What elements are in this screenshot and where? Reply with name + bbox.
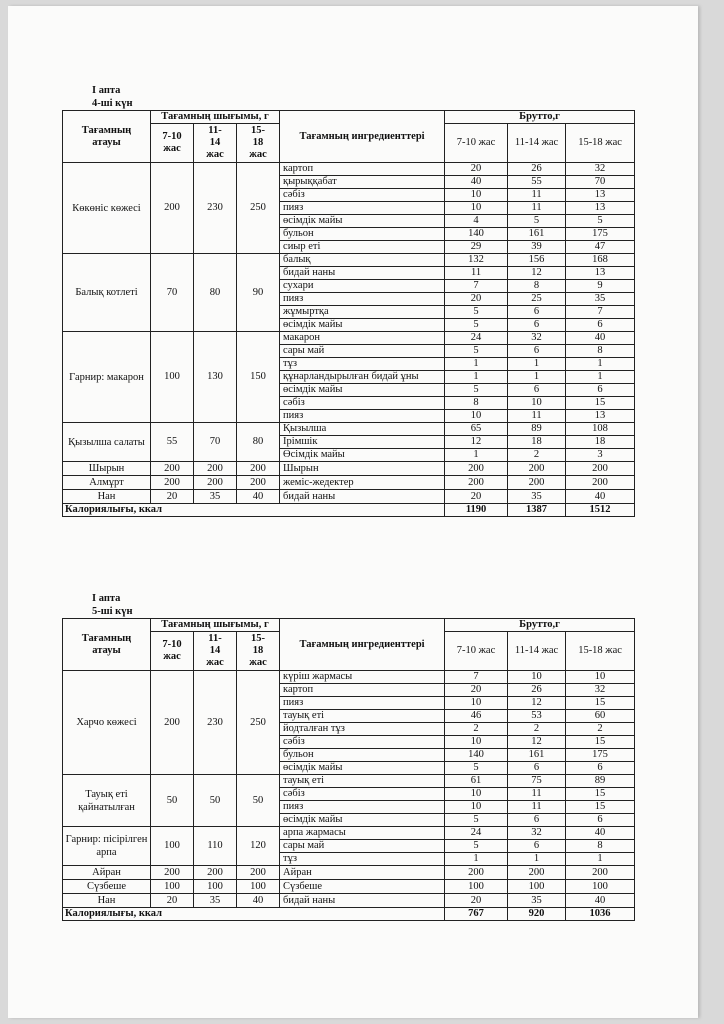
brutto-value: 15 — [566, 736, 635, 749]
brutto-value: 13 — [566, 267, 635, 280]
table-row — [63, 476, 635, 490]
brutto-value: 8 — [445, 397, 508, 410]
brutto-value: 20 — [445, 684, 508, 697]
brutto-value: 132 — [445, 254, 508, 267]
brutto-value: 20 — [445, 490, 508, 504]
output-age-header: 11-14 жас — [194, 124, 237, 163]
brutto-value: 35 — [566, 293, 635, 306]
output-age-header: 15-18 жас — [237, 632, 280, 671]
dish-output-value: 120 — [237, 827, 280, 866]
brutto-value: 140 — [445, 749, 508, 762]
ingredient-name: сәбіз — [280, 189, 445, 202]
dish-output-value: 200 — [237, 462, 280, 476]
dish-output-value: 200 — [151, 476, 194, 490]
brutto-value: 200 — [508, 476, 566, 490]
brutto-value: 175 — [566, 228, 635, 241]
ingredient-name: макарон — [280, 332, 445, 345]
brutto-value: 89 — [566, 775, 635, 788]
dish-output-value: 90 — [237, 254, 280, 332]
brutto-value: 60 — [566, 710, 635, 723]
brutto-value: 18 — [566, 436, 635, 449]
ingredient-name: Айран — [280, 866, 445, 880]
dish-output-value: 200 — [151, 866, 194, 880]
ingredient-name: Ірімшік — [280, 436, 445, 449]
ingredient-name: бульон — [280, 228, 445, 241]
brutto-value: 168 — [566, 254, 635, 267]
brutto-value: 15 — [566, 697, 635, 710]
ingredient-name: сиыр еті — [280, 241, 445, 254]
brutto-value: 5 — [445, 345, 508, 358]
brutto-value: 5 — [445, 840, 508, 853]
dish-output-value: 50 — [237, 775, 280, 827]
ingredient-name: өсімдік майы — [280, 319, 445, 332]
brutto-value: 40 — [445, 176, 508, 189]
brutto-value: 1 — [566, 358, 635, 371]
brutto-value: 32 — [508, 827, 566, 840]
output-header: Тағамның шығымы, г — [151, 619, 280, 632]
ingredient-name: күріш жармасы — [280, 671, 445, 684]
dish-output-value: 50 — [151, 775, 194, 827]
ingredient-name: сары май — [280, 840, 445, 853]
dish-output-value: 200 — [151, 163, 194, 254]
dish-name: Гарнир: макарон — [63, 332, 151, 423]
brutto-value: 15 — [566, 788, 635, 801]
brutto-value: 11 — [445, 267, 508, 280]
ingredient-name: жұмыртқа — [280, 306, 445, 319]
brutto-value: 11 — [508, 410, 566, 423]
brutto-value: 108 — [566, 423, 635, 436]
dish-output-value: 230 — [194, 163, 237, 254]
brutto-value: 5 — [445, 762, 508, 775]
dish-name: Сүзбеше — [63, 880, 151, 894]
brutto-value: 65 — [445, 423, 508, 436]
ingredient-name: арпа жармасы — [280, 827, 445, 840]
brutto-value: 5 — [508, 215, 566, 228]
brutto-value: 29 — [445, 241, 508, 254]
brutto-value: 10 — [445, 788, 508, 801]
dish-output-value: 250 — [237, 163, 280, 254]
dish-output-value: 40 — [237, 490, 280, 504]
brutto-value: 12 — [508, 267, 566, 280]
ingredient-name: Қызылша — [280, 423, 445, 436]
ingredient-name: пияз — [280, 202, 445, 215]
brutto-value: 10 — [445, 202, 508, 215]
brutto-value: 6 — [508, 319, 566, 332]
brutto-value: 10 — [445, 410, 508, 423]
brutto-value: 11 — [508, 788, 566, 801]
brutto-value: 156 — [508, 254, 566, 267]
ingredient-name: пияз — [280, 410, 445, 423]
brutto-value: 161 — [508, 749, 566, 762]
total-value: 1190 — [445, 504, 508, 517]
table-row — [63, 866, 635, 880]
ingredient-name: өсімдік майы — [280, 215, 445, 228]
brutto-value: 4 — [445, 215, 508, 228]
brutto-value: 18 — [508, 436, 566, 449]
brutto-value: 1 — [508, 853, 566, 866]
dish-name: Қызылша салаты — [63, 423, 151, 462]
dish-output-value: 35 — [194, 894, 237, 908]
ingredient-name: сухари — [280, 280, 445, 293]
ingredient-name: Шырын — [280, 462, 445, 476]
dish-output-value: 200 — [151, 671, 194, 775]
total-value: 1512 — [566, 504, 635, 517]
week-label: I апта — [92, 593, 121, 604]
brutto-value: 8 — [508, 280, 566, 293]
dish-output-value: 100 — [151, 827, 194, 866]
brutto-value: 6 — [508, 345, 566, 358]
brutto-age-header: 7-10 жас — [445, 124, 508, 163]
dish-name: Көкөніс көжесі — [63, 163, 151, 254]
brutto-value: 6 — [566, 319, 635, 332]
ingredient-name: бидай наны — [280, 894, 445, 908]
dish-name: Харчо көжесі — [63, 671, 151, 775]
brutto-value: 61 — [445, 775, 508, 788]
dish-output-value: 200 — [194, 476, 237, 490]
brutto-value: 1 — [566, 853, 635, 866]
brutto-value: 7 — [445, 280, 508, 293]
brutto-value: 100 — [445, 880, 508, 894]
dish-header: Тағамның атауы — [63, 619, 151, 671]
brutto-value: 200 — [566, 462, 635, 476]
brutto-value: 6 — [508, 306, 566, 319]
brutto-value: 13 — [566, 202, 635, 215]
dish-output-value: 40 — [237, 894, 280, 908]
brutto-value: 12 — [508, 697, 566, 710]
ingredient-name: бидай наны — [280, 267, 445, 280]
brutto-value: 5 — [445, 384, 508, 397]
brutto-value: 7 — [566, 306, 635, 319]
brutto-value: 10 — [566, 671, 635, 684]
brutto-value: 6 — [508, 762, 566, 775]
brutto-value: 11 — [508, 202, 566, 215]
ingredient-name: балық — [280, 254, 445, 267]
brutto-age-header: 7-10 жас — [445, 632, 508, 671]
table-row — [63, 880, 635, 894]
day-label: 4-ші күн — [92, 98, 133, 109]
brutto-value: 13 — [566, 189, 635, 202]
ingredients-header: Тағамның ингредиенттері — [280, 619, 445, 671]
brutto-value: 100 — [508, 880, 566, 894]
table-row — [63, 462, 635, 476]
dish-output-value: 55 — [151, 423, 194, 462]
brutto-value: 39 — [508, 241, 566, 254]
brutto-value: 8 — [566, 345, 635, 358]
ingredient-name: сәбіз — [280, 788, 445, 801]
brutto-value: 100 — [566, 880, 635, 894]
brutto-value: 140 — [445, 228, 508, 241]
brutto-value: 6 — [508, 814, 566, 827]
brutto-value: 200 — [508, 462, 566, 476]
ingredient-name: өсімдік майы — [280, 814, 445, 827]
ingredient-name: бульон — [280, 749, 445, 762]
brutto-value: 1 — [445, 853, 508, 866]
dish-name: Алмұрт — [63, 476, 151, 490]
brutto-value: 3 — [566, 449, 635, 462]
output-age-header: 11-14 жас — [194, 632, 237, 671]
menu-table — [62, 618, 635, 921]
ingredient-name: сары май — [280, 345, 445, 358]
ingredient-name: пияз — [280, 801, 445, 814]
dish-output-value: 200 — [237, 866, 280, 880]
brutto-value: 35 — [508, 490, 566, 504]
week-label: I апта — [92, 85, 121, 96]
brutto-value: 89 — [508, 423, 566, 436]
dish-output-value: 150 — [237, 332, 280, 423]
total-label: Калориялығы, ккал — [63, 908, 445, 921]
dish-name: Айран — [63, 866, 151, 880]
brutto-value: 10 — [508, 671, 566, 684]
brutto-value: 32 — [566, 163, 635, 176]
brutto-value: 20 — [445, 894, 508, 908]
total-row — [63, 504, 635, 517]
brutto-value: 2 — [508, 723, 566, 736]
brutto-value: 6 — [566, 384, 635, 397]
brutto-value: 200 — [445, 476, 508, 490]
brutto-value: 26 — [508, 163, 566, 176]
dish-output-value: 80 — [237, 423, 280, 462]
brutto-value: 5 — [566, 215, 635, 228]
total-value: 920 — [508, 908, 566, 921]
ingredient-name: құнарландырылған бидай ұны — [280, 371, 445, 384]
dish-output-value: 70 — [151, 254, 194, 332]
ingredient-name: қырыққабат — [280, 176, 445, 189]
brutto-value: 40 — [566, 332, 635, 345]
brutto-value: 47 — [566, 241, 635, 254]
ingredients-header: Тағамның ингредиенттері — [280, 111, 445, 163]
menu-section-day5 — [62, 592, 634, 921]
ingredient-name: жеміс-жедектер — [280, 476, 445, 490]
ingredient-name: Өсімдік майы — [280, 449, 445, 462]
dish-name: Шырын — [63, 462, 151, 476]
brutto-value: 2 — [566, 723, 635, 736]
brutto-value: 200 — [566, 476, 635, 490]
brutto-value: 75 — [508, 775, 566, 788]
dish-output-value: 100 — [237, 880, 280, 894]
brutto-value: 1 — [566, 371, 635, 384]
brutto-value: 55 — [508, 176, 566, 189]
ingredient-name: картоп — [280, 163, 445, 176]
brutto-value: 200 — [445, 866, 508, 880]
brutto-value: 161 — [508, 228, 566, 241]
brutto-value: 2 — [445, 723, 508, 736]
brutto-value: 7 — [445, 671, 508, 684]
dish-name: Гарнир: пісірілген арпа — [63, 827, 151, 866]
brutto-value: 10 — [508, 397, 566, 410]
dish-output-value: 100 — [151, 880, 194, 894]
day-label: 5-ші күн — [92, 606, 133, 617]
brutto-value: 15 — [566, 397, 635, 410]
dish-output-value: 100 — [194, 880, 237, 894]
ingredient-name: өсімдік майы — [280, 762, 445, 775]
brutto-value: 6 — [566, 762, 635, 775]
total-value: 1036 — [566, 908, 635, 921]
brutto-value: 200 — [566, 866, 635, 880]
output-age-header: 15-18 жас — [237, 124, 280, 163]
dish-output-value: 100 — [151, 332, 194, 423]
dish-output-value: 130 — [194, 332, 237, 423]
header-row — [63, 619, 635, 632]
brutto-value: 2 — [508, 449, 566, 462]
brutto-value: 10 — [445, 736, 508, 749]
brutto-value: 32 — [566, 684, 635, 697]
brutto-value: 10 — [445, 189, 508, 202]
brutto-header: Брутто,г — [445, 619, 635, 632]
total-row — [63, 908, 635, 921]
brutto-value: 53 — [508, 710, 566, 723]
ingredient-name: өсімдік майы — [280, 384, 445, 397]
dish-output-value: 250 — [237, 671, 280, 775]
output-age-header: 7-10 жас — [151, 632, 194, 671]
ingredient-name: тауық еті — [280, 710, 445, 723]
brutto-age-header: 15-18 жас — [566, 632, 635, 671]
ingredient-name: картоп — [280, 684, 445, 697]
brutto-value: 40 — [566, 827, 635, 840]
ingredient-name: сәбіз — [280, 736, 445, 749]
dish-output-value: 200 — [194, 866, 237, 880]
dish-output-value: 70 — [194, 423, 237, 462]
brutto-value: 35 — [508, 894, 566, 908]
brutto-value: 13 — [566, 410, 635, 423]
dish-name: Нан — [63, 894, 151, 908]
output-age-header: 7-10 жас — [151, 124, 194, 163]
dish-output-value: 200 — [237, 476, 280, 490]
brutto-value: 200 — [508, 866, 566, 880]
total-value: 767 — [445, 908, 508, 921]
dish-output-value: 230 — [194, 671, 237, 775]
brutto-value: 1 — [508, 358, 566, 371]
dish-output-value: 200 — [151, 462, 194, 476]
brutto-value: 26 — [508, 684, 566, 697]
brutto-value: 15 — [566, 801, 635, 814]
brutto-value: 6 — [566, 814, 635, 827]
ingredient-name: пияз — [280, 697, 445, 710]
brutto-value: 5 — [445, 814, 508, 827]
brutto-value: 11 — [508, 801, 566, 814]
brutto-value: 24 — [445, 827, 508, 840]
brutto-value: 1 — [445, 358, 508, 371]
ingredient-name: тұз — [280, 358, 445, 371]
ingredient-name: Сүзбеше — [280, 880, 445, 894]
brutto-value: 175 — [566, 749, 635, 762]
brutto-value: 10 — [445, 697, 508, 710]
brutto-age-header: 11-14 жас — [508, 124, 566, 163]
table-row — [63, 894, 635, 908]
table-row — [63, 163, 635, 176]
brutto-value: 32 — [508, 332, 566, 345]
brutto-value: 10 — [445, 801, 508, 814]
total-label: Калориялығы, ккал — [63, 504, 445, 517]
brutto-value: 6 — [508, 840, 566, 853]
brutto-value: 12 — [445, 436, 508, 449]
total-value: 1387 — [508, 504, 566, 517]
table-row — [63, 332, 635, 345]
ingredient-name: пияз — [280, 293, 445, 306]
table-row — [63, 254, 635, 267]
brutto-value: 40 — [566, 894, 635, 908]
table-row — [63, 490, 635, 504]
menu-section-day4 — [62, 84, 634, 517]
brutto-value: 25 — [508, 293, 566, 306]
ingredient-name: сәбіз — [280, 397, 445, 410]
dish-name: Балық котлеті — [63, 254, 151, 332]
brutto-value: 1 — [508, 371, 566, 384]
brutto-value: 70 — [566, 176, 635, 189]
brutto-value: 6 — [508, 384, 566, 397]
brutto-value: 1 — [445, 449, 508, 462]
dish-name: Нан — [63, 490, 151, 504]
brutto-value: 20 — [445, 293, 508, 306]
brutto-value: 46 — [445, 710, 508, 723]
brutto-header: Брутто,г — [445, 111, 635, 124]
brutto-age-header: 11-14 жас — [508, 632, 566, 671]
table-row — [63, 423, 635, 436]
brutto-value: 8 — [566, 840, 635, 853]
brutto-value: 5 — [445, 306, 508, 319]
document-page — [8, 6, 698, 1018]
brutto-value: 200 — [445, 462, 508, 476]
dish-output-value: 35 — [194, 490, 237, 504]
dish-output-value: 110 — [194, 827, 237, 866]
ingredient-name: тауық еті — [280, 775, 445, 788]
brutto-value: 12 — [508, 736, 566, 749]
ingredient-name: бидай наны — [280, 490, 445, 504]
header-row — [63, 111, 635, 124]
table-row — [63, 775, 635, 788]
dish-output-value: 80 — [194, 254, 237, 332]
brutto-age-header: 15-18 жас — [566, 124, 635, 163]
dish-header: Тағамның атауы — [63, 111, 151, 163]
ingredient-name: йодталған тұз — [280, 723, 445, 736]
dish-output-value: 200 — [194, 462, 237, 476]
dish-output-value: 20 — [151, 490, 194, 504]
table-row — [63, 671, 635, 684]
menu-table — [62, 110, 635, 517]
brutto-value: 9 — [566, 280, 635, 293]
brutto-value: 24 — [445, 332, 508, 345]
output-header: Тағамның шығымы, г — [151, 111, 280, 124]
dish-output-value: 20 — [151, 894, 194, 908]
dish-name: Тауық еті қайнатылған — [63, 775, 151, 827]
brutto-value: 5 — [445, 319, 508, 332]
table-row — [63, 827, 635, 840]
brutto-value: 1 — [445, 371, 508, 384]
ingredient-name: тұз — [280, 853, 445, 866]
brutto-value: 20 — [445, 163, 508, 176]
dish-output-value: 50 — [194, 775, 237, 827]
brutto-value: 40 — [566, 490, 635, 504]
brutto-value: 11 — [508, 189, 566, 202]
